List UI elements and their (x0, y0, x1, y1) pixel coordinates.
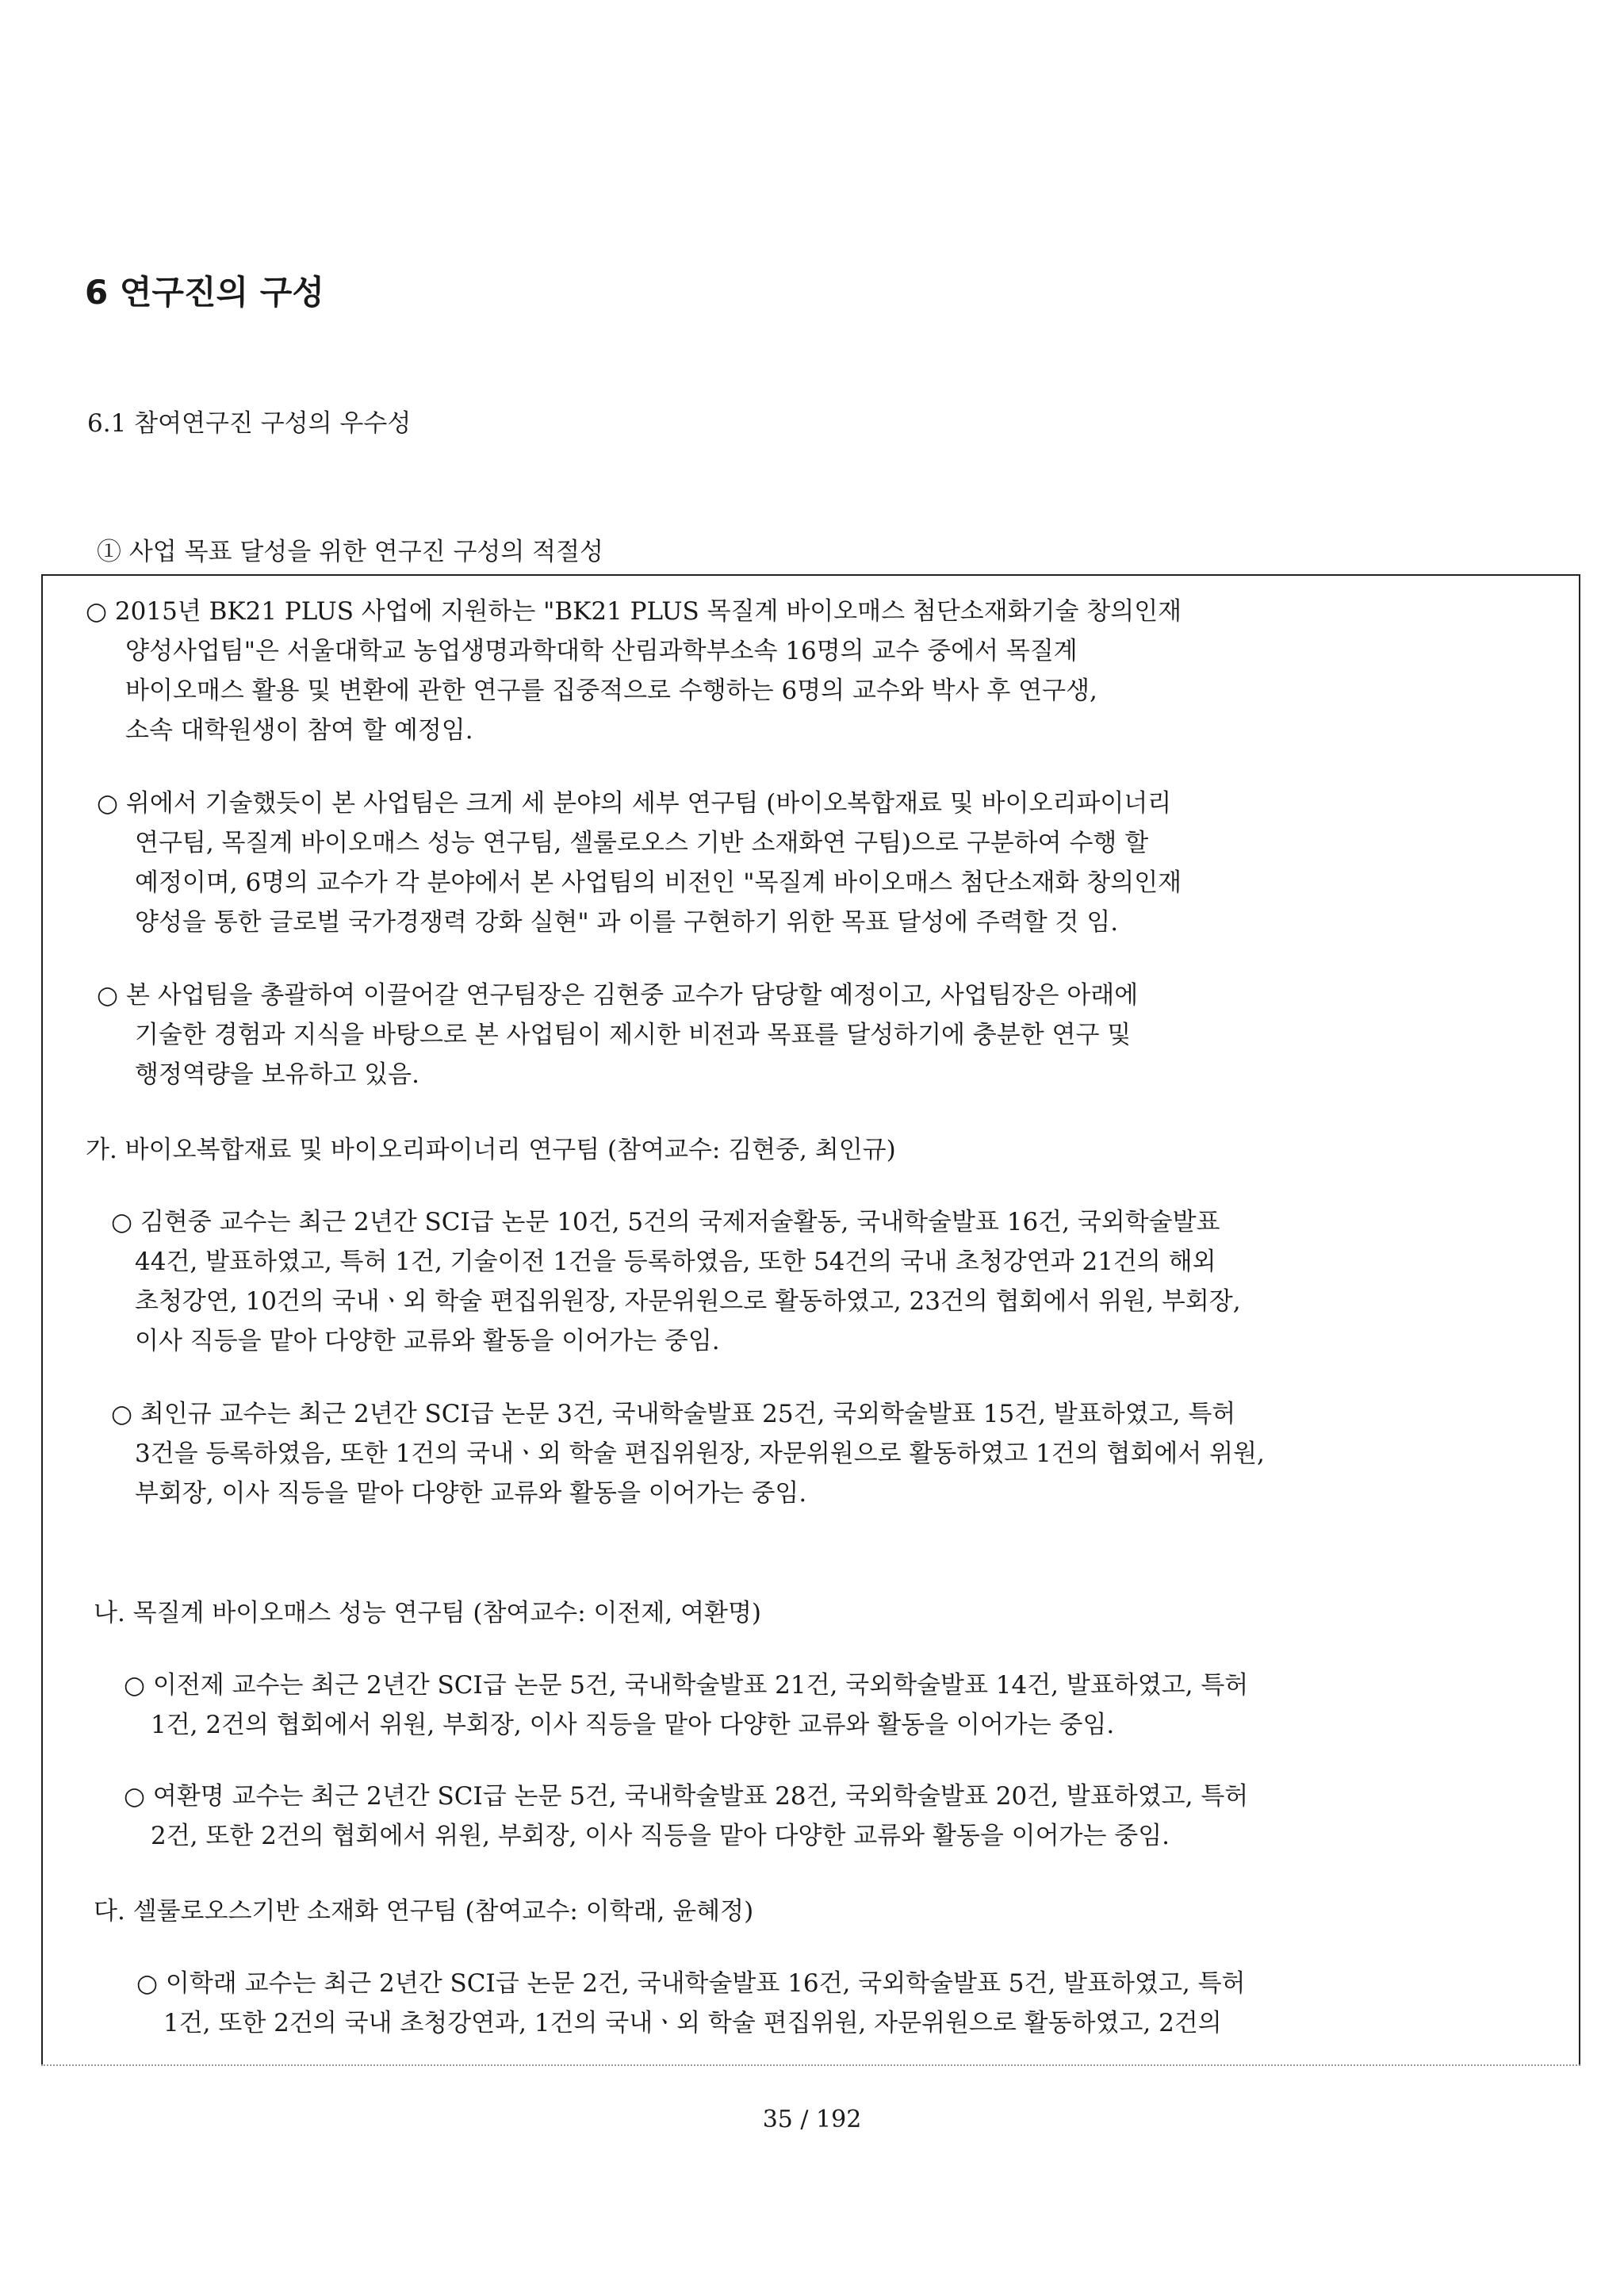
text-line: ○ 본 사업팀을 총괄하여 이끌어갈 연구팀장은 김현중 교수가 담당할 예정이고, 사업팀장은 아래에 (97, 981, 1139, 1010)
team-na-paragraph-1 (124, 1665, 1248, 1745)
text-line: 1건, 2건의 협회에서 위원, 부회장, 이사 직등을 맡아 다양한 교류와 활동을 이어가는 중임. (151, 1711, 1115, 1739)
section-title: 6 연구진의 구성 (85, 273, 324, 312)
text-line: 44건, 발표하였고, 특허 1건, 기술이전 1건을 등록하였음, 또한 54건의 국내 초청강연과 21건의 해외 (135, 1248, 1216, 1276)
intro-paragraph-2 (97, 784, 1182, 942)
text-line: 2건, 또한 2건의 협회에서 위원, 부회장, 이사 직등을 맡아 다양한 교류와 활동을 이어가는 중임. (151, 1822, 1170, 1850)
text-line: 초청강연, 10건의 국내ㆍ외 학술 편집위원장, 자문위원으로 활동하였고, 23건의 협회에서 위원, 부회장, (135, 1287, 1241, 1316)
text-line: ○ 최인규 교수는 최근 2년간 SCI급 논문 3건, 국내학술발표 25건, 국외학술발표 15건, 발표하였고, 특허 (111, 1400, 1236, 1428)
text-line: ○ 위에서 기술했듯이 본 사업팀은 크게 세 분야의 세부 연구팀 (바이오복합재료 및 바이오리파이너리 (97, 789, 1172, 818)
team-na-heading: 나. 목질계 바이오매스 성능 연구팀 (참여교수: 이전제, 여환명) (94, 1599, 762, 1627)
item-title: ① 사업 목표 달성을 위한 연구진 구성의 적절성 (97, 538, 604, 566)
text-line: ○ 여환명 교수는 최근 2년간 SCI급 논문 5건, 국내학술발표 28건, 국외학술발표 20건, 발표하였고, 특허 (124, 1782, 1249, 1811)
text-line: 기술한 경험과 지식을 바탕으로 본 사업팀이 제시한 비전과 목표를 달성하기에 충분한 연구 및 (135, 1021, 1132, 1049)
text-line: 행정역량을 보유하고 있음. (135, 1060, 419, 1089)
text-line: 부회장, 이사 직등을 맡아 다양한 교류와 활동을 이어가는 중임. (135, 1479, 807, 1508)
page-break-line (41, 2064, 1580, 2066)
text-line: ○ 2015년 BK21 PLUS 사업에 지원하는 "BK21 PLUS 목질계 바이오매스 첨단소재화기술 창의인재 (86, 597, 1182, 626)
team-na-paragraph-2 (124, 1777, 1248, 1856)
team-ga-heading: 가. 바이오복합재료 및 바이오리파이너리 연구팀 (참여교수: 김현중, 최인규) (86, 1136, 896, 1164)
text-line: 예정이며, 6명의 교수가 각 분야에서 본 사업팀의 비전인 "목질계 바이오매스 첨단소재화 창의인재 (135, 868, 1182, 897)
text-line: 소속 대학원생이 참여 할 예정임. (125, 716, 473, 745)
text-line: 양성사업팀"은 서울대학교 농업생명과학대학 산림과학부소속 16명의 교수 중에서 목질계 (125, 637, 1078, 665)
text-line: 이사 직등을 맡아 다양한 교류와 활동을 이어가는 중임. (135, 1327, 720, 1355)
text-line: ○ 이학래 교수는 최근 2년간 SCI급 논문 2건, 국내학술발표 16건, 국외학술발표 5건, 발표하였고, 특허 (136, 1969, 1246, 1998)
text-line: 연구팀, 목질계 바이오매스 성능 연구팀, 셀룰로오스 기반 소재화연 구팀)으로 구분하여 수행 할 (135, 829, 1149, 857)
text-line: ○ 이전제 교수는 최근 2년간 SCI급 논문 5건, 국내학술발표 21건, 국외학술발표 14건, 발표하였고, 특허 (124, 1671, 1249, 1700)
intro-paragraph-3 (97, 976, 1138, 1094)
page-number: 35 / 192 (762, 2106, 862, 2133)
team-da-paragraph-1 (136, 1964, 1246, 2043)
team-ga-paragraph-1 (111, 1202, 1241, 1361)
text-line: 바이오매스 활용 및 변환에 관한 연구를 집중적으로 수행하는 6명의 교수와 박사 후 연구생, (125, 677, 1097, 705)
text-line: 1건, 또한 2건의 국내 초청강연과, 1건의 국내ㆍ외 학술 편집위원, 자문위원으로 활동하였고, 2건의 (163, 2009, 1222, 2037)
text-line: 3건을 등록하였음, 또한 1건의 국내ㆍ외 학술 편집위원장, 자문위원으로 활동하였고 1건의 협회에서 위원, (135, 1439, 1265, 1468)
subsection-title: 6.1 참여연구진 구성의 우수성 (87, 409, 412, 438)
intro-paragraph-1 (86, 592, 1182, 750)
team-da-heading: 다. 셀룰로오스기반 소재화 연구팀 (참여교수: 이학래, 윤혜정) (94, 1897, 754, 1926)
text-line: 양성을 통한 글로벌 국가경쟁력 강화 실현" 과 이를 구현하기 위한 목표 달성에 주력할 것 임. (135, 908, 1119, 937)
text-line: ○ 김현중 교수는 최근 2년간 SCI급 논문 10건, 5건의 국제저술활동, 국내학술발표 16건, 국외학술발표 (111, 1208, 1220, 1236)
team-ga-paragraph-2 (111, 1394, 1265, 1513)
